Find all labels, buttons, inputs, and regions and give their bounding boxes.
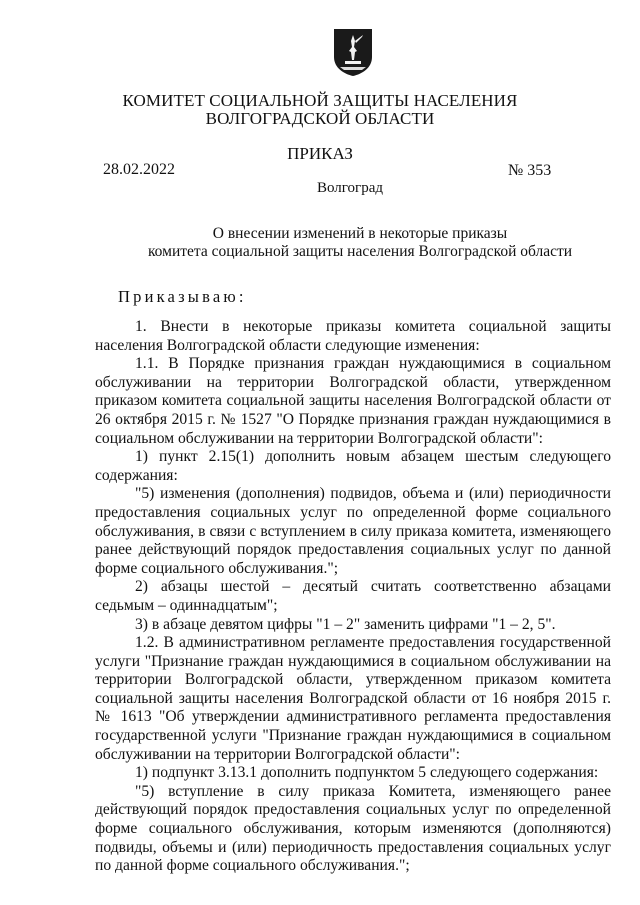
document-body — [95, 318, 611, 876]
document-number: № 353 — [508, 162, 552, 179]
document-subject-line2: комитета социальной защиты населения Волгоградской области — [147, 243, 573, 260]
paragraph: "5) вступление в силу приказа Комитета, изменяющего ранее действующий порядок предоставления социальных услуг по определенной форме социального обслуживания, которым изменяются (дополняются) подвиды, объемы и (или) периодичность предоставления социальных услуг по данной форме социального обслуживания."; — [95, 782, 611, 875]
paragraph: 1.1. В Порядке признания граждан нуждающимися в социальном обслуживании на территории Волгоградской области, утвержденном приказом комитета социальной защиты населения Волгоградской области от 26 октября 2015 г. № 1527 "О Порядке признания граждан нуждающимися в социальном обслуживании на территории Волгоградской области": — [95, 355, 611, 447]
paragraph: 3) в абзаце девятом цифры "1 – 2" заменить цифрами "1 – 2, 5". — [135, 615, 556, 633]
organization-name-line2: ВОЛГОГРАДСКОЙ ОБЛАСТИ — [205, 109, 435, 128]
document-subject-line1: О внесении изменений в некоторые приказы — [212, 225, 508, 242]
paragraph: 1. Внести в некоторые приказы комитета социальной защиты населения Волгоградской области следующие изменения: — [95, 318, 611, 354]
paragraph: 1.2. В административном регламенте предоставления государственной услуги "Признание граждан нуждающимися в социальном обслуживании на территории Волгоградской области, утвержденном приказом комитета социальной защиты населения Волгоградской области от 16 ноября 2015 г. № 1613 "Об утверждении административного регламента предоставления государственной услуги "Признание граждан нуждающимися в социальном обслуживании на территории Волгоградской области": — [95, 634, 611, 763]
paragraph: 2) абзацы шестой – десятый считать соответственно абзацами седьмым – одиннадцатым"; — [95, 578, 611, 614]
document-type: ПРИКАЗ — [287, 144, 353, 163]
paragraph: 1) подпункт 3.13.1 дополнить подпунктом 5 следующего содержания: — [135, 764, 599, 782]
coat-of-arms-icon — [332, 27, 374, 77]
paragraph: "5) изменения (дополнения) подвидов, объема и (или) периодичности предоставления социальных услуг по определенной форме социального обслуживания, в связи с вступлением в силу приказа комитета, изменяющего ранее действующий порядок предоставления социальных услуг по данной форме социального обслуживания."; — [95, 485, 611, 577]
paragraph: 1) пункт 2.15(1) дополнить новым абзацем шестым следующего содержания: — [95, 448, 611, 484]
document-date: 28.02.2022 — [103, 161, 175, 178]
document-city: Волгоград — [316, 180, 383, 196]
order-word: Приказываю: — [118, 287, 247, 306]
organization-name-line1: КОМИТЕТ СОЦИАЛЬНОЙ ЗАЩИТЫ НАСЕЛЕНИЯ — [122, 91, 518, 110]
